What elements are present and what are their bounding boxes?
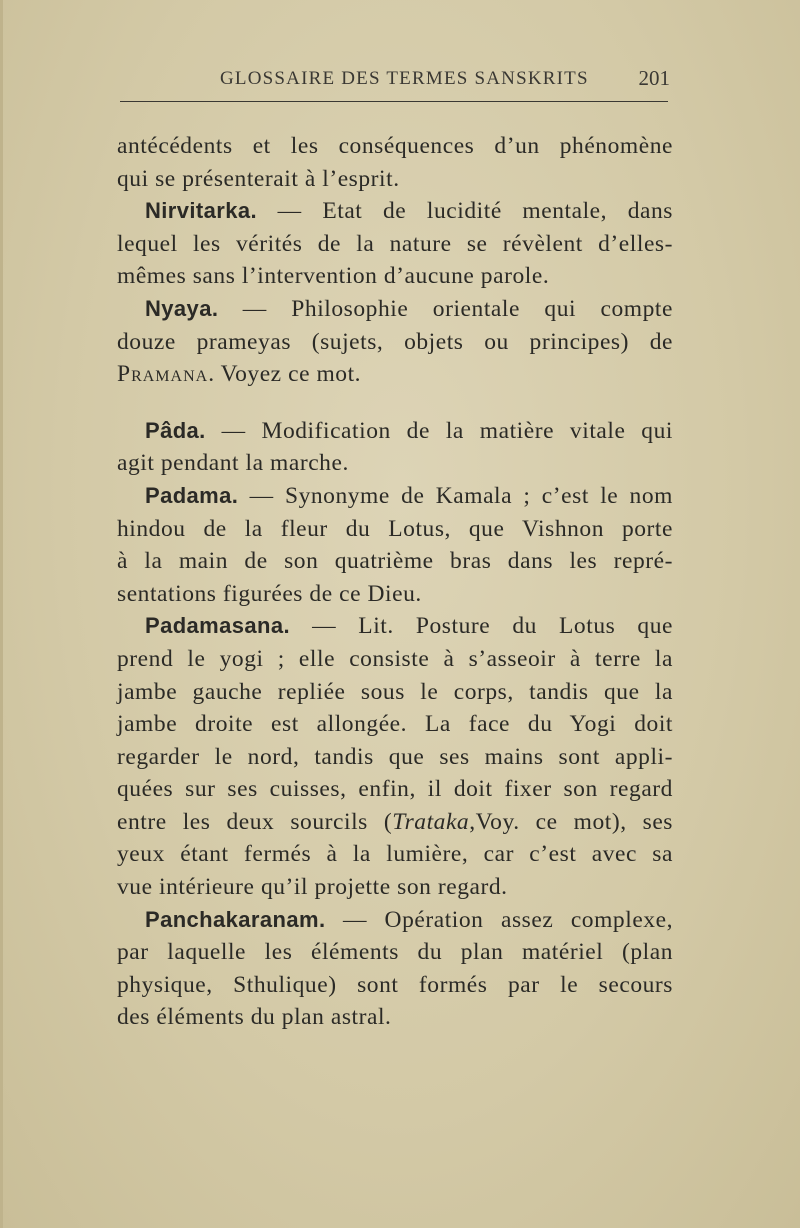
text-line: lequel les vérités de la nature se révèlent d’elles- bbox=[117, 230, 673, 257]
entry-panchakaranam bbox=[117, 904, 673, 937]
text-line: antécédents et les conséquences d’un phénomène bbox=[117, 133, 673, 159]
term-nyaya: Nyaya. bbox=[145, 295, 219, 321]
section-gap bbox=[117, 391, 673, 415]
text-line: à la main de son quatrième bras dans les repré- bbox=[117, 548, 673, 575]
definition-text: entre les deux sourcils ( bbox=[117, 808, 393, 835]
term-pada: Pâda. bbox=[145, 417, 206, 443]
entry-nirvitarka bbox=[117, 195, 673, 228]
running-head bbox=[120, 68, 670, 98]
text-line: prend le yogi ; elle consiste à s’asseoir à terre la bbox=[117, 645, 673, 672]
text-line: par laquelle les éléments du plan matériel (plan bbox=[117, 939, 673, 966]
cross-reference: Trataka bbox=[392, 808, 470, 835]
text-line: jambe droite est allongée. La face du Yogi doit bbox=[117, 711, 673, 738]
text-line: hindou de la fleur du Lotus, que Vishnon porte bbox=[117, 515, 673, 542]
entry-nyaya bbox=[117, 293, 673, 326]
running-title: GLOSSAIRE DES TERMES SANSKRITS bbox=[220, 68, 589, 89]
text-line: des éléments du plan astral. bbox=[117, 1004, 392, 1031]
text-line: agit pendant la marche. bbox=[117, 450, 349, 477]
cross-reference: Pramana bbox=[117, 361, 209, 388]
page-edge bbox=[0, 0, 3, 1228]
term-panchakaranam: Panchakaranam. bbox=[145, 906, 326, 932]
definition-text: . Voyez ce mot. bbox=[208, 361, 362, 388]
entry-pada bbox=[117, 415, 673, 448]
text-line: quées sur ses cuisses, enfin, il doit fixer son regard bbox=[117, 776, 673, 803]
entry-padama bbox=[117, 480, 673, 513]
definition-text: — Etat de lucidité mentale, dans bbox=[257, 198, 673, 225]
text-line: yeux étant fermés à la lumière, car c’est avec sa bbox=[117, 841, 673, 868]
text-line: regarder le nord, tandis que ses mains sont appli- bbox=[117, 743, 673, 770]
text-line: jambe gauche repliée sous le corps, tandis que la bbox=[117, 678, 673, 705]
definition-text: — Opération assez complexe, bbox=[325, 906, 673, 933]
entry-padamasana bbox=[117, 610, 673, 643]
text-line: sentations figurées de ce Dieu. bbox=[117, 580, 422, 607]
text-line: vue intérieure qu’il projette son regard. bbox=[117, 874, 508, 901]
definition-text: — Synonyme de Kamala ; c’est le nom bbox=[238, 482, 673, 509]
glossary-text bbox=[117, 130, 673, 1034]
page-number: 201 bbox=[638, 66, 670, 90]
term-padama: Padama. bbox=[145, 482, 239, 508]
text-line: physique, Sthulique) sont formés par le secours bbox=[117, 971, 673, 998]
term-padamasana: Padamasana. bbox=[145, 613, 291, 639]
definition-text: — Modification de la matière vitale qui bbox=[205, 417, 673, 444]
header-rule bbox=[120, 101, 668, 102]
definition-text: — Lit. Posture du Lotus que bbox=[290, 613, 673, 640]
definition-text: ,Voy. ce mot), ses bbox=[469, 808, 673, 835]
text-line bbox=[117, 806, 673, 839]
text-line: qui se présenterait à l’esprit. bbox=[117, 165, 400, 192]
term-nirvitarka: Nirvitarka. bbox=[145, 198, 258, 224]
text-line: mêmes sans l’intervention d’aucune parole. bbox=[117, 263, 550, 290]
definition-text: — Philosophie orientale qui compte bbox=[218, 295, 673, 322]
text-line: douze prameyas (sujets, objets ou principes) de bbox=[117, 328, 673, 355]
text-line bbox=[117, 358, 673, 391]
